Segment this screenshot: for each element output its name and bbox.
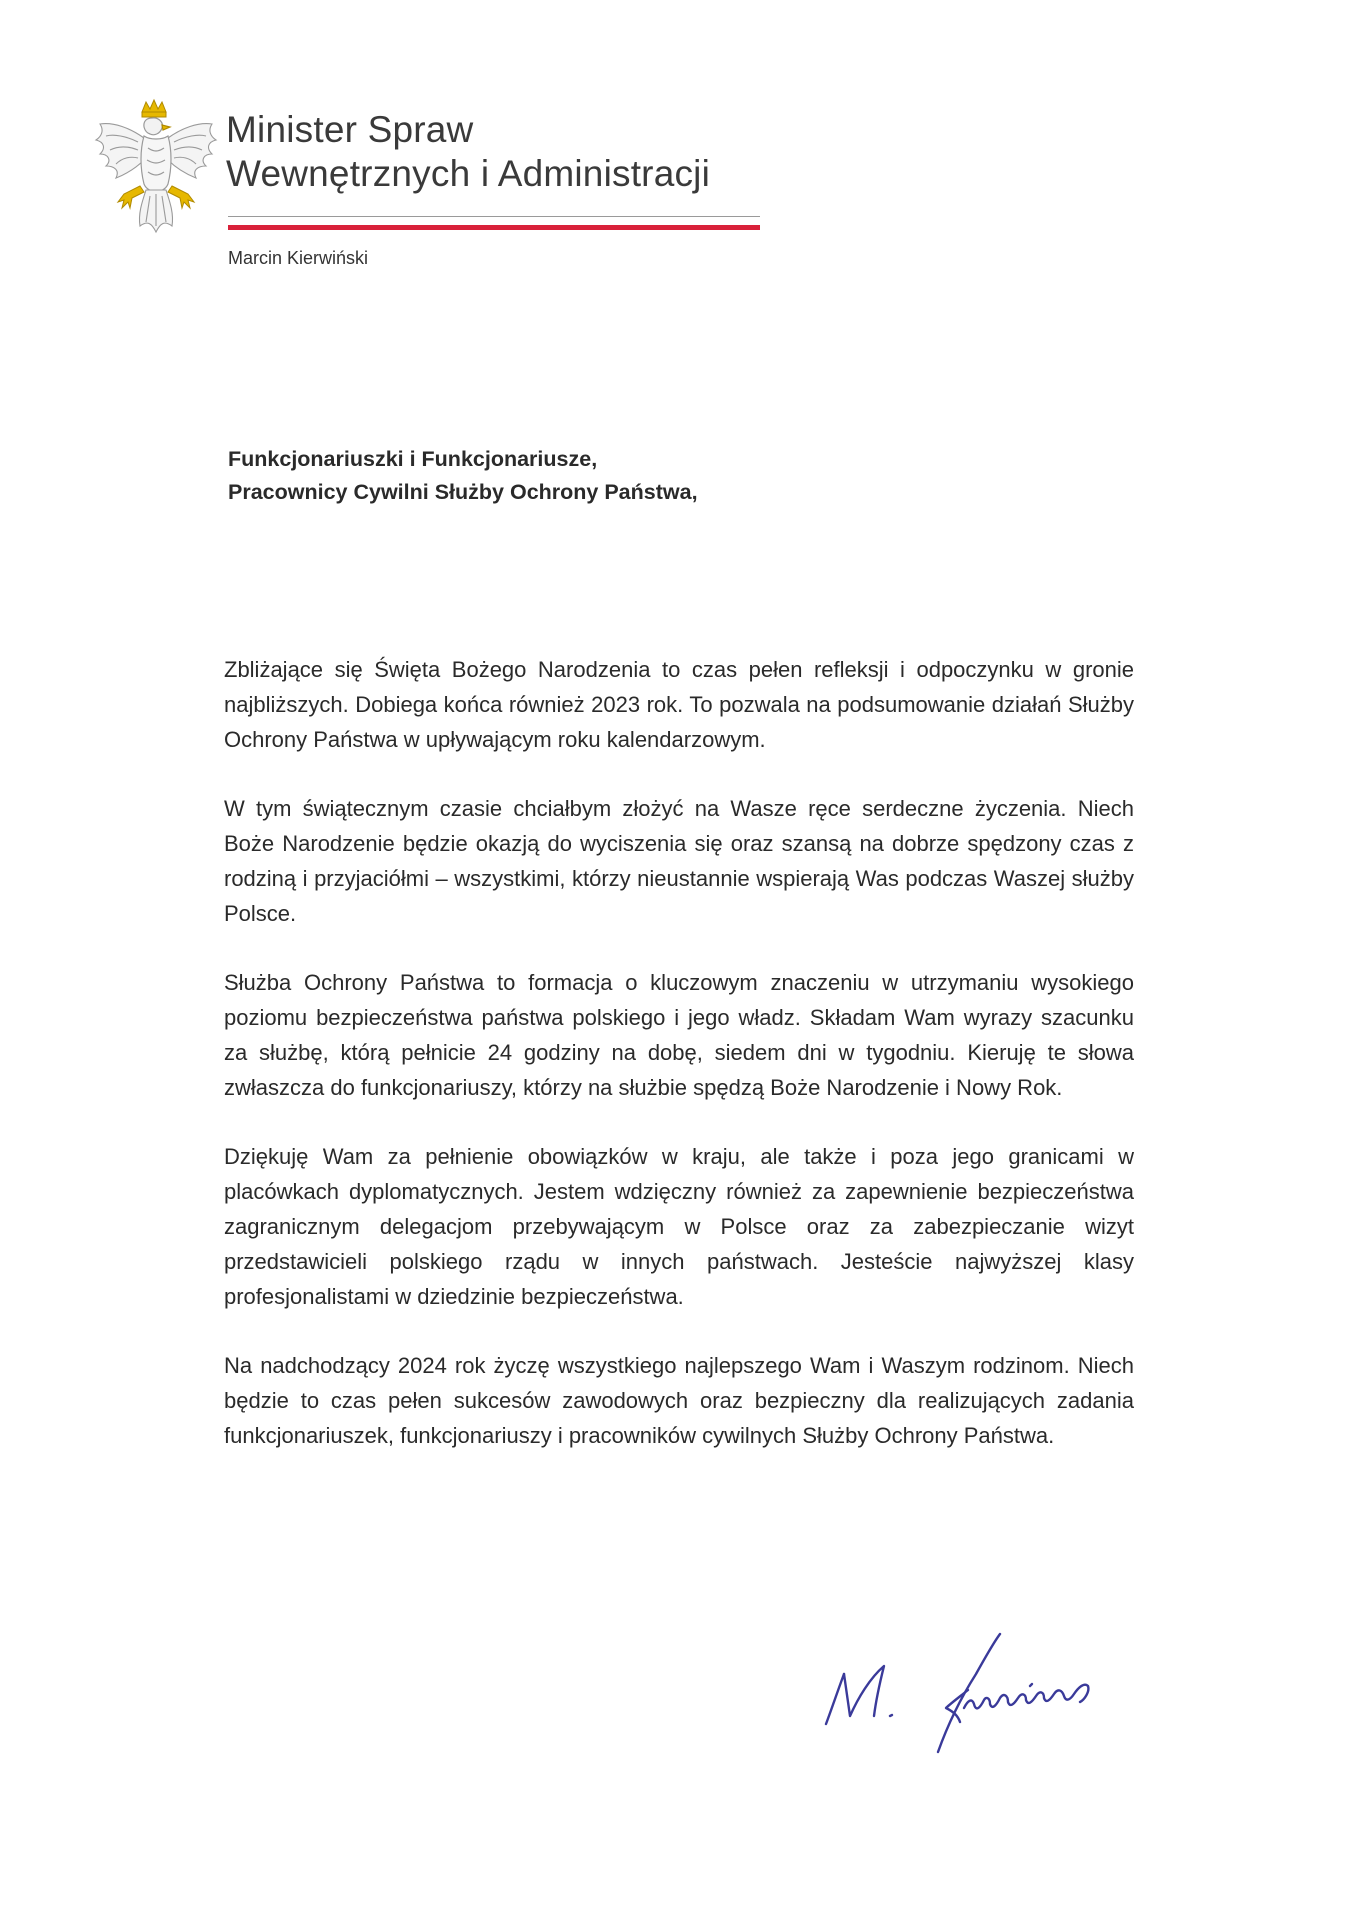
salutation-line2: Pracownicy Cywilni Służby Ochrony Państwa, bbox=[228, 480, 698, 504]
ministry-title-line1: Minister Spraw bbox=[226, 109, 474, 150]
ministry-title-line2: Wewnętrznych i Administracji bbox=[226, 153, 711, 194]
ministry-title bbox=[226, 108, 710, 196]
salutation bbox=[228, 443, 698, 509]
paragraph: W tym świątecznym czasie chciałbym złożyć na Wasze ręce serdeczne życzenia. Niech Boże Narodzenie będzie okazją do wyciszenia się oraz szansą na dobrze spędzony czas z rodziną i przyjaciółmi – wszystkimi, którzy nieustannie wspierają Was podczas Waszej służby Polsce. bbox=[224, 796, 1134, 926]
letter-body bbox=[224, 652, 1134, 1487]
paragraph: Zbliżające się Święta Bożego Narodzenia to czas pełen refleksji i odpoczynku w gronie najbliższych. Dobiega końca również 2023 rok. To pozwala na podsumowanie działań Służby Ochrony Państwa w upływającym roku kalendarzowym. bbox=[224, 657, 1134, 752]
paragraph: Służba Ochrony Państwa to formacja o kluczowym znaczeniu w utrzymaniu wysokiego poziomu bezpieczeństwa państwa polskiego i jego władz. Składam Wam wyrazy szacunku za służbę, którą pełnicie 24 godziny na dobę, siedem dni w tygodniu. Kieruję te słowa zwłaszcza do funkcjonariuszy, którzy na służbie spędzą Boże Narodzenie i Nowy Rok. bbox=[224, 970, 1134, 1100]
letterhead-gray-rule bbox=[228, 216, 760, 217]
handwritten-signature bbox=[818, 1612, 1148, 1762]
paragraph: Na nadchodzący 2024 rok życzę wszystkiego najlepszego Wam i Waszym rodzinom. Niech będzie to czas pełen sukcesów zawodowych oraz bezpieczny dla realizujących zadania funkcjonariuszek, funkcjonariuszy i pracowników cywilnych Służby Ochrony Państwa. bbox=[224, 1353, 1134, 1448]
minister-name: Marcin Kierwiński bbox=[228, 248, 369, 268]
paragraph: Dziękuję Wam za pełnienie obowiązków w kraju, ale także i poza jego granicami w placówkach dyplomatycznych. Jestem wdzięczny również za zapewnienie bezpieczeństwa zagranicznym delegacjom przebywającym w Polsce oraz za zabezpieczanie wizyt przedstawicieli polskiego rządu w innych państwach. Jesteście najwyższej klasy profesjonalistami w dziedzinie bezpieczeństwa. bbox=[224, 1144, 1134, 1309]
letterhead-red-rule bbox=[228, 225, 760, 230]
polish-eagle-emblem-icon bbox=[92, 98, 220, 234]
salutation-line1: Funkcjonariuszki i Funkcjonariusze, bbox=[228, 447, 598, 471]
